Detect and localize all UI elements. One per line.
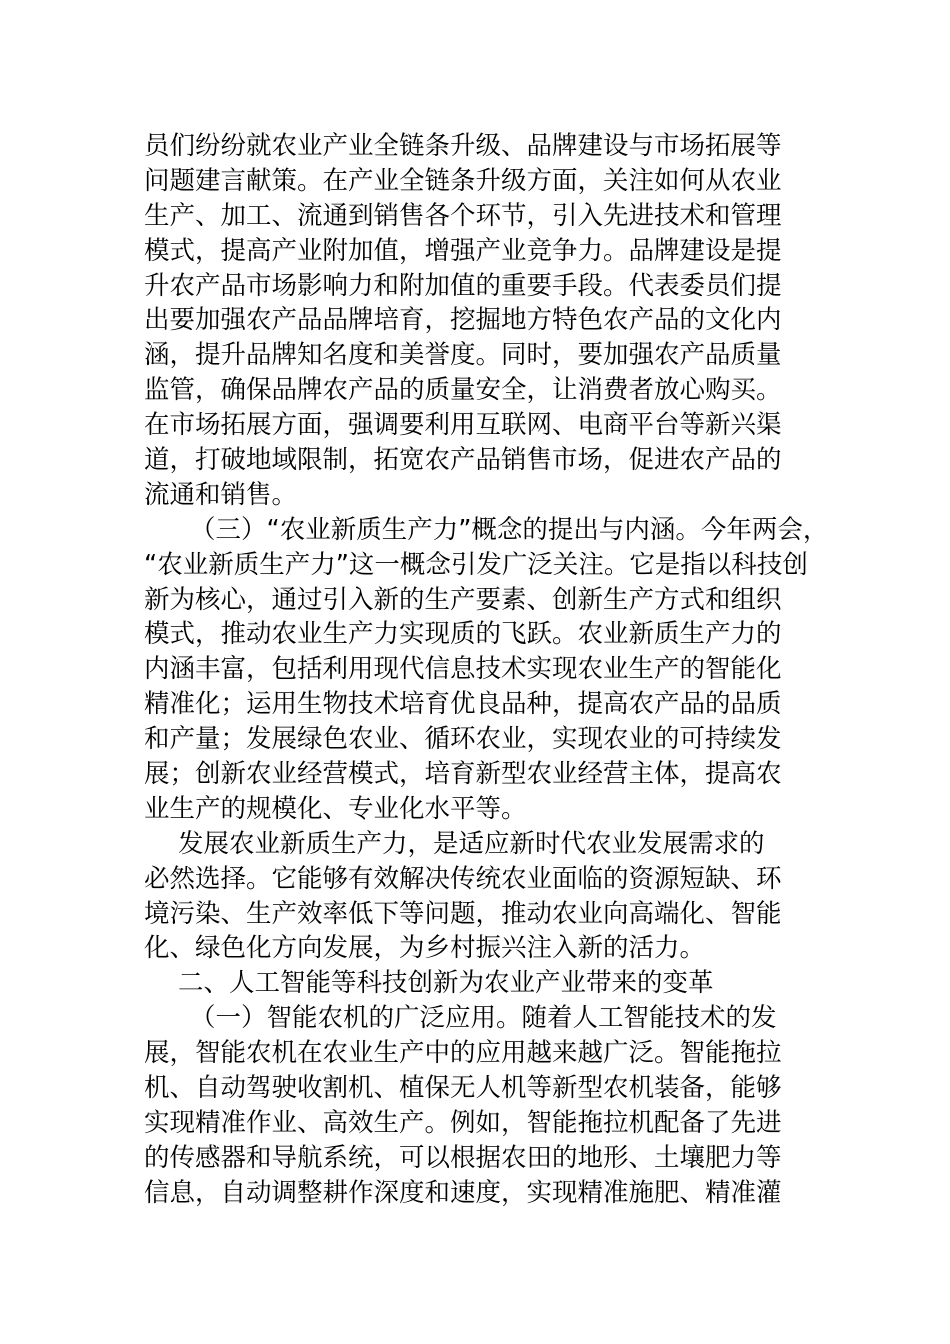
text-line: 升农产品市场影响力和附加值的重要手段。代表委员们提 xyxy=(144,270,782,301)
text-line: 展；创新农业经营模式，培育新型农业经营主体，提高农 xyxy=(144,759,782,790)
text-line: 业生产的规模化、专业化水平等。 xyxy=(144,793,527,824)
text-line: 新为核心，通过引入新的生产要素、创新生产方式和组织 xyxy=(144,584,782,615)
text-line: 机、自动驾驶收割机、植保无人机等新型农机装备，能够 xyxy=(144,1073,782,1104)
text-line: 生产、加工、流通到销售各个环节，引入先进技术和管理 xyxy=(144,200,782,231)
text-line: 流通和销售。 xyxy=(144,479,298,510)
chapter-heading-2: 二、人工智能等科技创新为农业产业带来的变革 xyxy=(178,968,714,999)
text-line: 的传感器和导航系统，可以根据农田的地形、土壤肥力等 xyxy=(144,1142,782,1173)
paragraph-start: 发展农业新质生产力，是适应新时代农业发展需求的 xyxy=(178,828,765,859)
text-line: 内涵丰富，包括利用现代信息技术实现农业生产的智能化 xyxy=(144,654,782,685)
text-line: 问题建言献策。在产业全链条升级方面，关注如何从农业 xyxy=(144,165,782,196)
document-body xyxy=(144,129,829,1211)
text-line: 和产量；发展绿色农业、循环农业，实现农业的可持续发 xyxy=(144,724,782,755)
section-heading-1: （一）智能农机的广泛应用。随着人工智能技术的发 xyxy=(190,1003,777,1034)
text-line: 道，打破地域限制，拓宽农产品销售市场，促进农产品的 xyxy=(144,445,782,476)
text-line: 员们纷纷就农业产业全链条升级、品牌建设与市场拓展等 xyxy=(144,131,782,161)
text-line: 模式，提高产业附加值，增强产业竞争力。品牌建设是提 xyxy=(144,235,782,266)
text-line: “农业新质生产力”这一概念引发广泛关注。它是指以科技创 xyxy=(144,549,808,580)
text-line: 实现精准作业、高效生产。例如，智能拖拉机配备了先进 xyxy=(144,1107,782,1138)
text-line: 精准化；运用生物技术培育优良品种，提高农产品的品质 xyxy=(144,689,782,720)
text-line: 在市场拓展方面，强调要利用互联网、电商平台等新兴渠 xyxy=(144,410,782,441)
text-line: 境污染、生产效率低下等问题，推动农业向高端化、智能 xyxy=(144,898,782,929)
text-line: 监管，确保品牌农产品的质量安全，让消费者放心购买。 xyxy=(144,375,782,406)
text-line: 模式，推动农业生产力实现质的飞跃。农业新质生产力的 xyxy=(144,619,782,650)
section-heading-3: （三）“农业新质生产力”概念的提出与内涵。今年两会， xyxy=(190,514,829,545)
text-line: 化、绿色化方向发展，为乡村振兴注入新的活力。 xyxy=(144,933,706,964)
text-line: 信息，自动调整耕作深度和速度，实现精准施肥、精准灌 xyxy=(144,1177,782,1208)
text-line: 必然选择。它能够有效解决传统农业面临的资源短缺、环 xyxy=(144,863,782,894)
text-line: 涵，提升品牌知名度和美誉度。同时，要加强农产品质量 xyxy=(144,340,782,371)
text-line: 出要加强农产品品牌培育，挖掘地方特色农产品的文化内 xyxy=(144,305,782,336)
text-line: 展，智能农机在农业生产中的应用越来越广泛。智能拖拉 xyxy=(144,1038,782,1069)
